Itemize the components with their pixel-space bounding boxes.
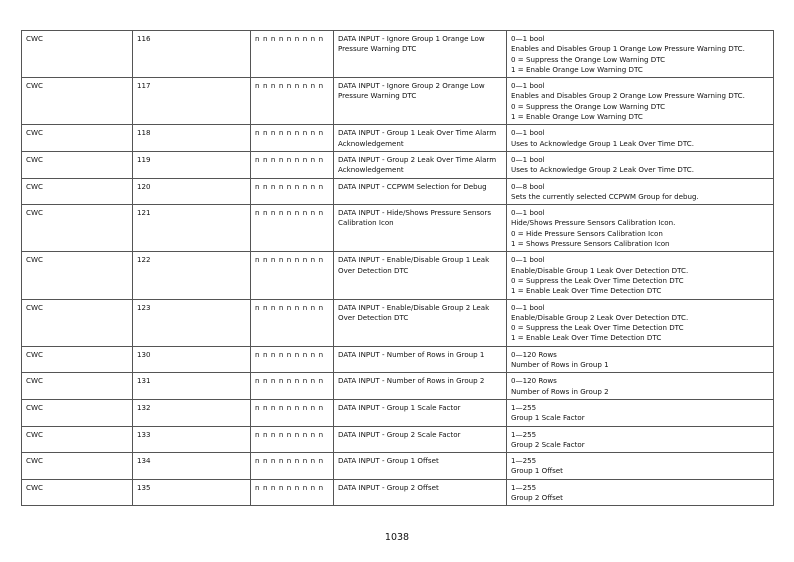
parameter-name-cell: DATA INPUT - Number of Rows in Group 2 [334, 373, 507, 400]
parameter-name-cell: DATA INPUT - Group 2 Leak Over Time Alarm Acknowledgement [334, 151, 507, 178]
parameter-id-cell: 121 [133, 205, 251, 252]
description-line: 0—1 bool [511, 302, 545, 312]
description-line: Group 1 Scale Factor [511, 413, 585, 423]
description-line: 0—1 bool [511, 255, 545, 265]
description-line: 1—255 [511, 456, 537, 466]
description-line: Enable/Disable Group 2 Leak Over Detection DTC. [511, 312, 689, 322]
parameter-id-cell: 135 [133, 479, 251, 506]
module-cell: CWC [22, 205, 133, 252]
module-cell: CWC [22, 346, 133, 373]
table-row [22, 78, 774, 125]
description-cell [507, 205, 774, 252]
flags-cell: n n n n n n n n n [251, 178, 334, 205]
module-cell: CWC [22, 453, 133, 480]
table-row [22, 151, 774, 178]
module-cell: CWC [22, 373, 133, 400]
description-cell [507, 453, 774, 480]
table-row [22, 31, 774, 78]
parameter-name-cell: DATA INPUT - Hide/Shows Pressure Sensors Calibration Icon [334, 205, 507, 252]
table-row [22, 373, 774, 400]
description-cell [507, 31, 774, 78]
flags-cell: n n n n n n n n n [251, 373, 334, 400]
parameter-name-cell: DATA INPUT - Group 2 Scale Factor [334, 426, 507, 453]
description-line: 0—8 bool [511, 181, 545, 191]
module-cell: CWC [22, 426, 133, 453]
parameter-name-cell: DATA INPUT - Enable/Disable Group 2 Leak Over Detection DTC [334, 299, 507, 346]
description-cell [507, 299, 774, 346]
description-line: 0—1 bool [511, 154, 545, 164]
parameter-name-cell: DATA INPUT - Group 1 Scale Factor [334, 399, 507, 426]
description-line: 0—120 Rows [511, 349, 557, 359]
description-line: 1 = Enable Orange Low Warning DTC [511, 112, 643, 122]
flags-cell: n n n n n n n n n [251, 205, 334, 252]
parameter-id-cell: 133 [133, 426, 251, 453]
description-line: 0—1 bool [511, 34, 545, 43]
parameter-name-cell: DATA INPUT - Ignore Group 2 Orange Low Pressure Warning DTC [334, 78, 507, 125]
description-line: Uses to Acknowledge Group 2 Leak Over Time DTC. [511, 165, 694, 175]
description-line: 0 = Suppress the Orange Low Warning DTC [511, 54, 666, 64]
description-line: 0 = Suppress the Leak Over Time Detection DTC [511, 323, 684, 333]
description-line: 1 = Enable Leak Over Time Detection DTC [511, 286, 662, 296]
description-cell [507, 178, 774, 205]
description-line: Hide/Shows Pressure Sensors Calibration Icon. [511, 218, 676, 228]
description-line: 1—255 [511, 429, 537, 439]
flags-cell: n n n n n n n n n [251, 252, 334, 299]
flags-cell: n n n n n n n n n [251, 299, 334, 346]
table-row [22, 346, 774, 373]
parameter-table [21, 30, 774, 506]
parameter-id-cell: 131 [133, 373, 251, 400]
description-line: Enables and Disables Group 2 Orange Low Pressure Warning DTC. [511, 91, 745, 101]
parameter-id-cell: 123 [133, 299, 251, 346]
parameter-name-cell: DATA INPUT - Number of Rows in Group 1 [334, 346, 507, 373]
parameter-name-cell: DATA INPUT - Group 1 Leak Over Time Alarm Acknowledgement [334, 125, 507, 152]
parameter-id-cell: 120 [133, 178, 251, 205]
flags-cell: n n n n n n n n n [251, 151, 334, 178]
module-cell: CWC [22, 178, 133, 205]
flags-cell: n n n n n n n n n [251, 346, 334, 373]
table-row [22, 178, 774, 205]
description-cell [507, 399, 774, 426]
description-line: 0 = Suppress the Leak Over Time Detection DTC [511, 275, 684, 285]
module-cell: CWC [22, 31, 133, 78]
description-line: 0—1 bool [511, 81, 545, 91]
parameter-id-cell: 130 [133, 346, 251, 373]
description-cell [507, 426, 774, 453]
description-line: 1 = Shows Pressure Sensors Calibration Icon [511, 239, 670, 249]
parameter-id-cell: 117 [133, 78, 251, 125]
parameter-id-cell: 116 [133, 31, 251, 78]
description-line: 1 = Enable Leak Over Time Detection DTC [511, 333, 662, 343]
flags-cell: n n n n n n n n n [251, 125, 334, 152]
module-cell: CWC [22, 151, 133, 178]
description-line: Uses to Acknowledge Group 1 Leak Over Time DTC. [511, 138, 694, 148]
table-row [22, 426, 774, 453]
page-number: 1038 [384, 532, 410, 543]
description-line: 1—255 [511, 482, 537, 492]
description-cell [507, 125, 774, 152]
description-line: Sets the currently selected CCPWM Group for debug. [511, 191, 699, 201]
description-line: Enables and Disables Group 1 Orange Low Pressure Warning DTC. [511, 44, 745, 54]
parameter-id-cell: 119 [133, 151, 251, 178]
table-row [22, 252, 774, 299]
table-row [22, 125, 774, 152]
description-cell [507, 373, 774, 400]
description-cell [507, 252, 774, 299]
parameter-name-cell: DATA INPUT - Group 1 Offset [334, 453, 507, 480]
parameter-id-cell: 122 [133, 252, 251, 299]
flags-cell: n n n n n n n n n [251, 399, 334, 426]
description-cell [507, 151, 774, 178]
parameter-name-cell: DATA INPUT - Group 2 Offset [334, 479, 507, 506]
parameter-id-cell: 134 [133, 453, 251, 480]
description-line: Number of Rows in Group 2 [511, 386, 609, 396]
parameter-id-cell: 132 [133, 399, 251, 426]
description-line: 0 = Hide Pressure Sensors Calibration Icon [511, 228, 663, 238]
description-cell [507, 479, 774, 506]
description-line: Group 2 Offset [511, 492, 563, 502]
module-cell: CWC [22, 125, 133, 152]
description-line: 1 = Enable Orange Low Warning DTC [511, 64, 643, 74]
table-row [22, 453, 774, 480]
description-line: 0 = Suppress the Orange Low Warning DTC [511, 101, 666, 111]
parameter-name-cell: DATA INPUT - Ignore Group 1 Orange Low Pressure Warning DTC [334, 31, 507, 78]
parameter-table-body [22, 31, 774, 506]
module-cell: CWC [22, 78, 133, 125]
module-cell: CWC [22, 299, 133, 346]
table-row [22, 205, 774, 252]
description-line: 0—1 bool [511, 128, 545, 138]
parameter-name-cell: DATA INPUT - CCPWM Selection for Debug [334, 178, 507, 205]
description-line: Number of Rows in Group 1 [511, 360, 609, 370]
flags-cell: n n n n n n n n n [251, 426, 334, 453]
module-cell: CWC [22, 399, 133, 426]
description-line: Group 2 Scale Factor [511, 439, 585, 449]
table-row [22, 399, 774, 426]
description-line: Group 1 Offset [511, 466, 563, 476]
description-cell [507, 78, 774, 125]
description-line: Enable/Disable Group 1 Leak Over Detection DTC. [511, 265, 689, 275]
parameter-name-cell: DATA INPUT - Enable/Disable Group 1 Leak Over Detection DTC [334, 252, 507, 299]
flags-cell: n n n n n n n n n [251, 479, 334, 506]
table-row [22, 299, 774, 346]
table-row [22, 479, 774, 506]
module-cell: CWC [22, 479, 133, 506]
description-cell [507, 346, 774, 373]
description-line: 1—255 [511, 402, 537, 412]
description-line: 0—1 bool [511, 208, 545, 218]
flags-cell: n n n n n n n n n [251, 453, 334, 480]
description-line: 0—120 Rows [511, 376, 557, 386]
module-cell: CWC [22, 252, 133, 299]
flags-cell: n n n n n n n n n [251, 31, 334, 78]
parameter-id-cell: 118 [133, 125, 251, 152]
flags-cell: n n n n n n n n n [251, 78, 334, 125]
